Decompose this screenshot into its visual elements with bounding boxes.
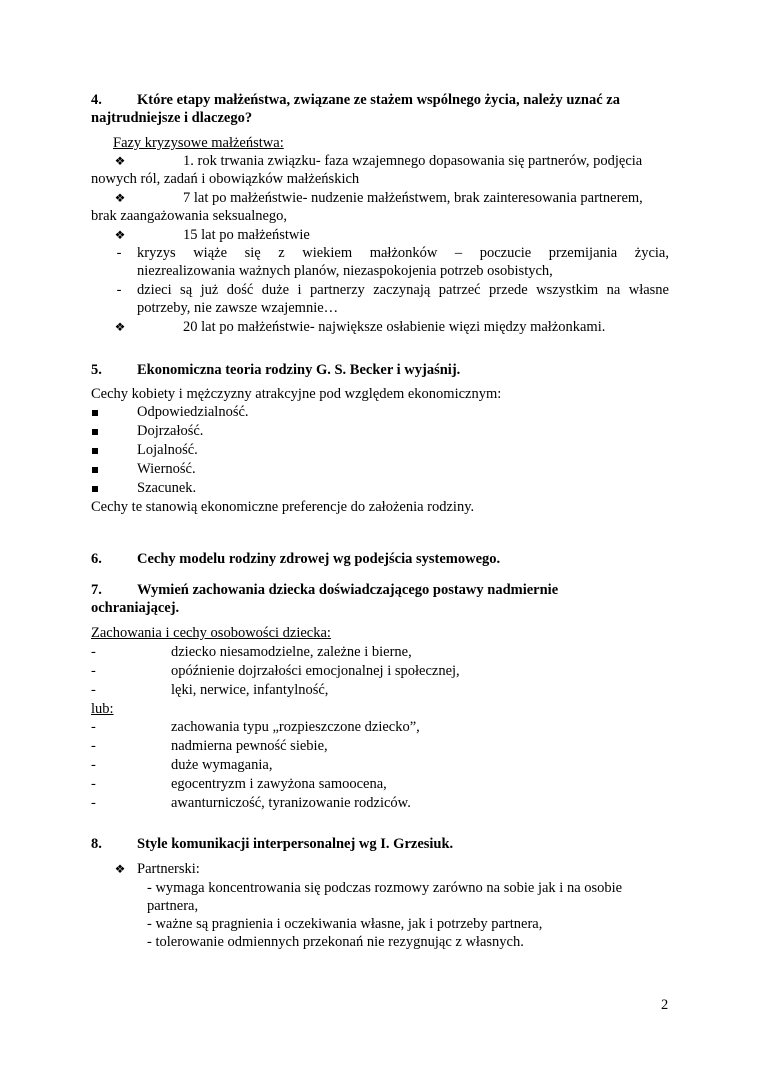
q8-title: Style komunikacji interpersonalnej wg I. Grzesiuk. xyxy=(137,836,454,852)
q7-title-line1: Wymień zachowania dziecka doświadczającego postawy nadmiernie xyxy=(137,582,559,598)
q4-sub1-line1: kryzys wiąże się z wiekiem małżonków – poczucie przemijania życia, xyxy=(137,245,669,261)
q7-or-label: lub: xyxy=(91,701,114,717)
square-bullet-icon xyxy=(88,441,102,460)
q8-line3: - ważne są pragnienia i oczekiwania własne, jak i potrzeby partnera, xyxy=(147,916,543,932)
dash-bullet: - xyxy=(116,282,122,298)
dash-bullet: - xyxy=(91,644,96,660)
q5-title: Ekonomiczna teoria rodziny G. S. Becker i wyjaśnij. xyxy=(137,362,461,378)
q4-subheading: Fazy kryzysowe małżeństwa: xyxy=(113,135,284,151)
q4-item2-line1: 7 lat po małżeństwie- nudzenie małżeństwem, brak zainteresowania partnerem, xyxy=(183,190,643,206)
q8-number: 8. xyxy=(91,836,102,852)
diamond-bullet-icon: ❖ xyxy=(114,191,126,205)
q4-sub2-line2: potrzeby, nie zawsze wzajemnie… xyxy=(137,300,339,316)
dash-bullet: - xyxy=(91,738,96,754)
q7-title-line2: ochraniającej. xyxy=(91,600,180,616)
q5-outro: Cechy te stanowią ekonomiczne preferencje do założenia rodziny. xyxy=(91,499,475,515)
q5-item: Lojalność. xyxy=(137,442,198,458)
q8-line1: - wymaga koncentrowania się podczas rozmowy zarówno na sobie jak i na osobie xyxy=(147,880,623,896)
dash-bullet: - xyxy=(116,245,122,261)
dash-bullet: - xyxy=(91,719,96,735)
q7-item-a: dziecko niesamodzielne, zależne i bierne, xyxy=(171,644,412,660)
q5-item: Dojrzałość. xyxy=(137,423,204,439)
diamond-bullet-icon: ❖ xyxy=(114,154,126,168)
q4-item4: 20 lat po małżeństwie- największe osłabienie więzi między małżonkami. xyxy=(183,319,606,335)
square-bullet-icon xyxy=(88,460,102,479)
q7-item-a: opóźnienie dojrzałości emocjonalnej i społecznej, xyxy=(171,663,460,679)
page-number: 2 xyxy=(661,997,669,1013)
q4-sub1-line2: niezrealizowania ważnych planów, niezaspokojenia potrzeb osobistych, xyxy=(137,263,553,279)
q5-item: Wierność. xyxy=(137,461,196,477)
dash-bullet: - xyxy=(91,776,96,792)
q4-item2-line2: brak zaangażowania seksualnego, xyxy=(91,208,288,224)
q5-intro: Cechy kobiety i mężczyzny atrakcyjne pod względem ekonomicznym: xyxy=(91,386,502,402)
dash-bullet: - xyxy=(91,795,96,811)
q7-subheading: Zachowania i cechy osobowości dziecka: xyxy=(91,625,331,641)
q4-title-line1: Które etapy małżeństwa, związane ze stażem wspólnego życia, należy uznać za xyxy=(137,92,620,108)
q7-item-b: duże wymagania, xyxy=(171,757,273,773)
q4-sub2-line1: dzieci są już dość duże i partnerzy zaczynają patrzeć przede wszystkim na własne xyxy=(137,282,669,298)
q6-number: 6. xyxy=(91,551,102,567)
q8-line4: - tolerowanie odmiennych przekonań nie rezygnując z własnych. xyxy=(147,934,524,950)
square-bullet-icon xyxy=(88,403,102,422)
q8-style-label: Partnerski: xyxy=(137,861,200,877)
q7-item-b: egocentryzm i zawyżona samoocena, xyxy=(171,776,387,792)
q5-item: Odpowiedzialność. xyxy=(137,404,249,420)
q4-title-line2: najtrudniejsze i dlaczego? xyxy=(91,110,253,126)
q5-number: 5. xyxy=(91,362,102,378)
dash-bullet: - xyxy=(91,682,96,698)
q4-item3: 15 lat po małżeństwie xyxy=(183,227,310,243)
q7-item-b: awanturniczość, tyranizowanie rodziców. xyxy=(171,795,411,811)
q7-item-b: zachowania typu „rozpieszczone dziecko”, xyxy=(171,719,420,735)
dash-bullet: - xyxy=(91,757,96,773)
square-bullet-icon xyxy=(88,422,102,441)
q8-line2: partnera, xyxy=(147,898,199,914)
diamond-bullet-icon: ❖ xyxy=(114,862,126,876)
q6-title: Cechy modelu rodziny zdrowej wg podejścia systemowego. xyxy=(137,551,501,567)
q4-item1-line2: nowych ról, zadań i obowiązków małżeńskich xyxy=(91,171,360,187)
square-bullet-icon xyxy=(88,479,102,498)
diamond-bullet-icon: ❖ xyxy=(114,320,126,334)
diamond-bullet-icon: ❖ xyxy=(114,228,126,242)
dash-bullet: - xyxy=(91,663,96,679)
q7-item-a: lęki, nerwice, infantylność, xyxy=(171,682,329,698)
q7-item-b: nadmierna pewność siebie, xyxy=(171,738,328,754)
q4-number: 4. xyxy=(91,92,102,108)
q5-item: Szacunek. xyxy=(137,480,197,496)
q7-number: 7. xyxy=(91,582,102,598)
q4-item1-line1: 1. rok trwania związku- faza wzajemnego dopasowania się partnerów, podjęcia xyxy=(183,153,643,169)
